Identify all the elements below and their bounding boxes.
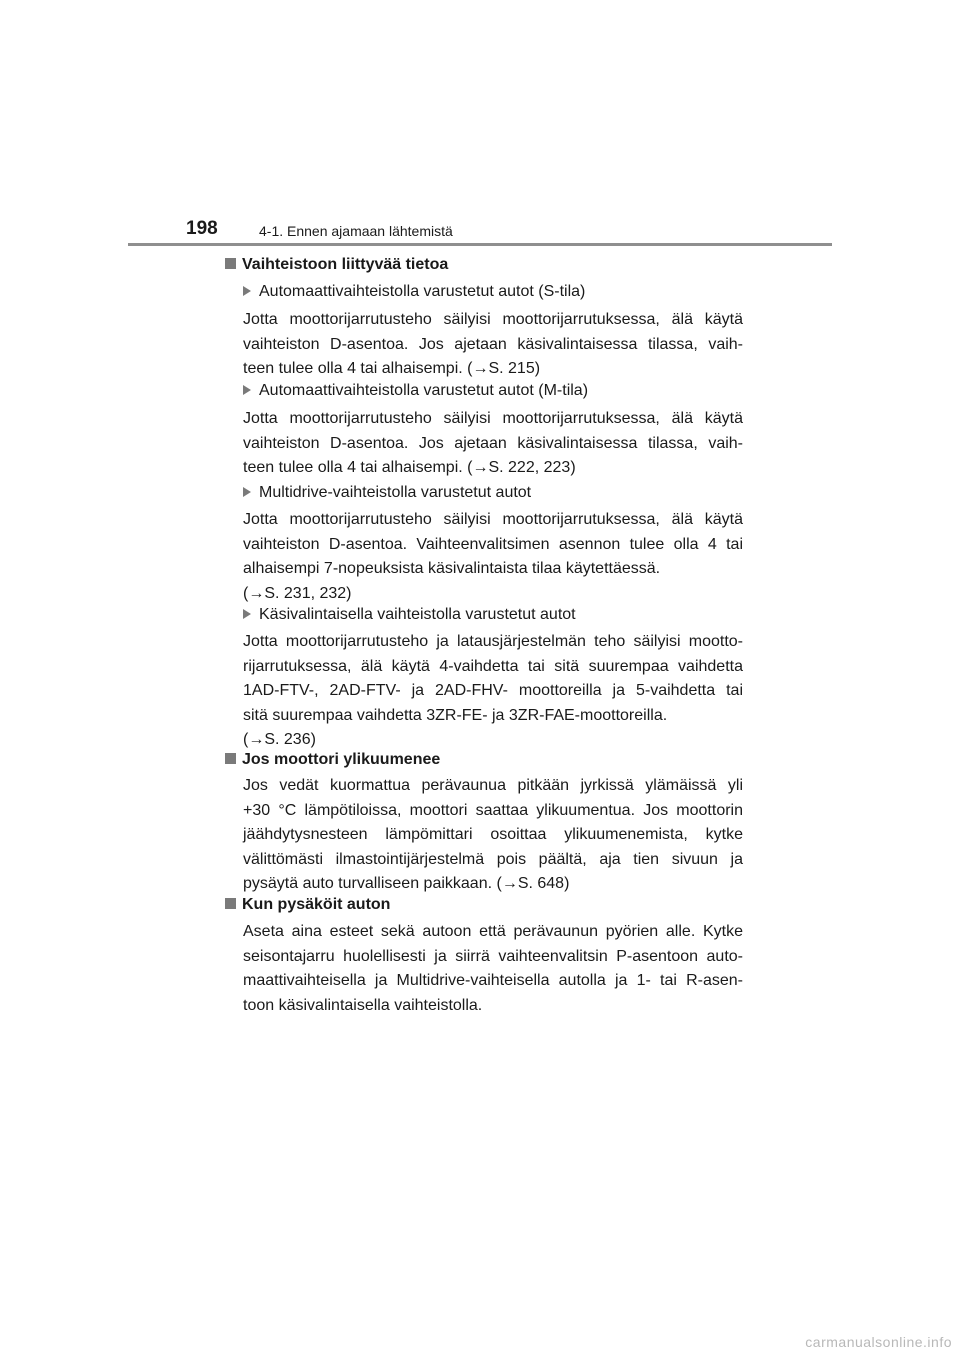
text-line: Jotta moottorijarrutusteho säilyisi moottorijarrutuksessa, älä käytä bbox=[243, 511, 743, 528]
text-line: Jotta moottorijarrutusteho ja latausjärjestelmän teho säilyisi mootto- bbox=[243, 633, 743, 650]
square-bullet-icon bbox=[225, 898, 236, 909]
text-line: 1AD-FTV-, 2AD-FTV- ja 2AD-FHV- moottoreilla ja 5-vaihdetta tai bbox=[243, 682, 743, 699]
triangle-bullet-icon bbox=[243, 487, 251, 497]
heading-vaihteisto bbox=[225, 254, 448, 276]
triangle-bullet-icon bbox=[243, 609, 251, 619]
square-bullet-icon bbox=[225, 258, 236, 269]
bullet-s-tila bbox=[243, 281, 585, 303]
bullet-text: Käsivalintaisella vaihteistolla varustetut autot bbox=[259, 606, 576, 623]
triangle-bullet-icon bbox=[243, 286, 251, 296]
text-line: maattivaihteisella ja Multidrive-vaihteisella autolla ja 1- tai R-asen- bbox=[243, 972, 743, 989]
header-divider bbox=[128, 243, 832, 246]
text-line: Aseta aina esteet sekä autoon että perävaunun pyörien alle. Kytke bbox=[243, 923, 743, 940]
text-line: Jotta moottorijarrutusteho säilyisi moottorijarrutuksessa, älä käytä bbox=[243, 410, 743, 427]
paragraph-kasivalinta bbox=[243, 630, 743, 753]
text-line: pysäytä auto turvalliseen paikkaan. (→S. 648) bbox=[243, 875, 570, 892]
text-line: alhaisempi 7-nopeuksista käsivalintaista tilaa käytettäessä. bbox=[243, 560, 661, 577]
text-line: rijarrutuksessa, älä käytä 4-vaihdetta tai sitä suurempaa vaihdetta bbox=[243, 657, 743, 675]
bullet-m-tila bbox=[243, 380, 588, 402]
paragraph-multidrive bbox=[243, 508, 743, 606]
triangle-bullet-icon bbox=[243, 385, 251, 395]
heading-text: Jos moottori ylikuumenee bbox=[242, 751, 441, 768]
text-line: vaihteiston D-asentoa. Vaihteenvalitsimen asennon tulee olla 4 tai bbox=[243, 535, 743, 553]
text-line: (→S. 231, 232) bbox=[243, 584, 352, 602]
watermark: carmanualsonline.info bbox=[805, 1334, 952, 1350]
heading-text: Kun pysäköit auton bbox=[242, 896, 391, 913]
paragraph-s-tila bbox=[243, 308, 743, 382]
heading-pysakointi bbox=[225, 894, 390, 916]
text-line: sitä suurempaa vaihdetta 3ZR-FE- ja 3ZR-FAE-moottoreilla. bbox=[243, 706, 668, 724]
text-line: Jotta moottorijarrutusteho säilyisi moottorijarrutuksessa, älä käytä bbox=[243, 311, 743, 328]
page-header bbox=[0, 0, 960, 250]
bullet-text: Multidrive-vaihteistolla varustetut autot bbox=[259, 484, 532, 501]
text-line: teen tulee olla 4 tai alhaisempi. (→S. 215) bbox=[243, 360, 541, 377]
text-line: välittömästi ilmastointijärjestelmä pois päältä, aja tien sivuun ja bbox=[243, 850, 743, 868]
square-bullet-icon bbox=[225, 753, 236, 764]
text-line: Jos vedät kuormattua perävaunua pitkään jyrkissä ylämäissä yli bbox=[243, 777, 743, 794]
section-title: 4-1. Ennen ajamaan lähtemistä bbox=[259, 223, 453, 239]
text-line: teen tulee olla 4 tai alhaisempi. (→S. 222, 223) bbox=[243, 459, 576, 476]
text-line: +30 °C lämpötiloissa, moottori saattaa ylikuumentua. Jos moottorin bbox=[243, 801, 743, 819]
text-line: vaihteiston D-asentoa. Jos ajetaan käsivalintaisessa tilassa, vaih- bbox=[243, 335, 743, 353]
heading-ylikuumenee bbox=[225, 749, 440, 771]
text-line: seisontajarru huolellisesti ja siirrä vaihteenvalitsin P-asentoon auto- bbox=[243, 947, 743, 965]
text-line: (→S. 236) bbox=[243, 731, 316, 748]
heading-text: Vaihteistoon liittyvää tietoa bbox=[242, 256, 449, 273]
bullet-kasivalinta bbox=[243, 604, 576, 626]
bullet-text: Automaattivaihteistolla varustetut autot (M-tila) bbox=[259, 382, 589, 399]
paragraph-pysakointi bbox=[243, 920, 743, 1018]
paragraph-ylikuumenee bbox=[243, 774, 743, 897]
text-line: toon käsivalintaisella vaihteistolla. bbox=[243, 996, 483, 1014]
bullet-multidrive bbox=[243, 482, 531, 504]
bullet-text: Automaattivaihteistolla varustetut autot (S-tila) bbox=[259, 283, 586, 300]
text-line: jäähdytysnesteen lämpömittari osoittaa ylikuumenemista, kytke bbox=[243, 826, 743, 843]
paragraph-m-tila bbox=[243, 407, 743, 481]
text-line: vaihteiston D-asentoa. Jos ajetaan käsivalintaisessa tilassa, vaih- bbox=[243, 434, 743, 452]
page-number: 198 bbox=[186, 218, 218, 239]
